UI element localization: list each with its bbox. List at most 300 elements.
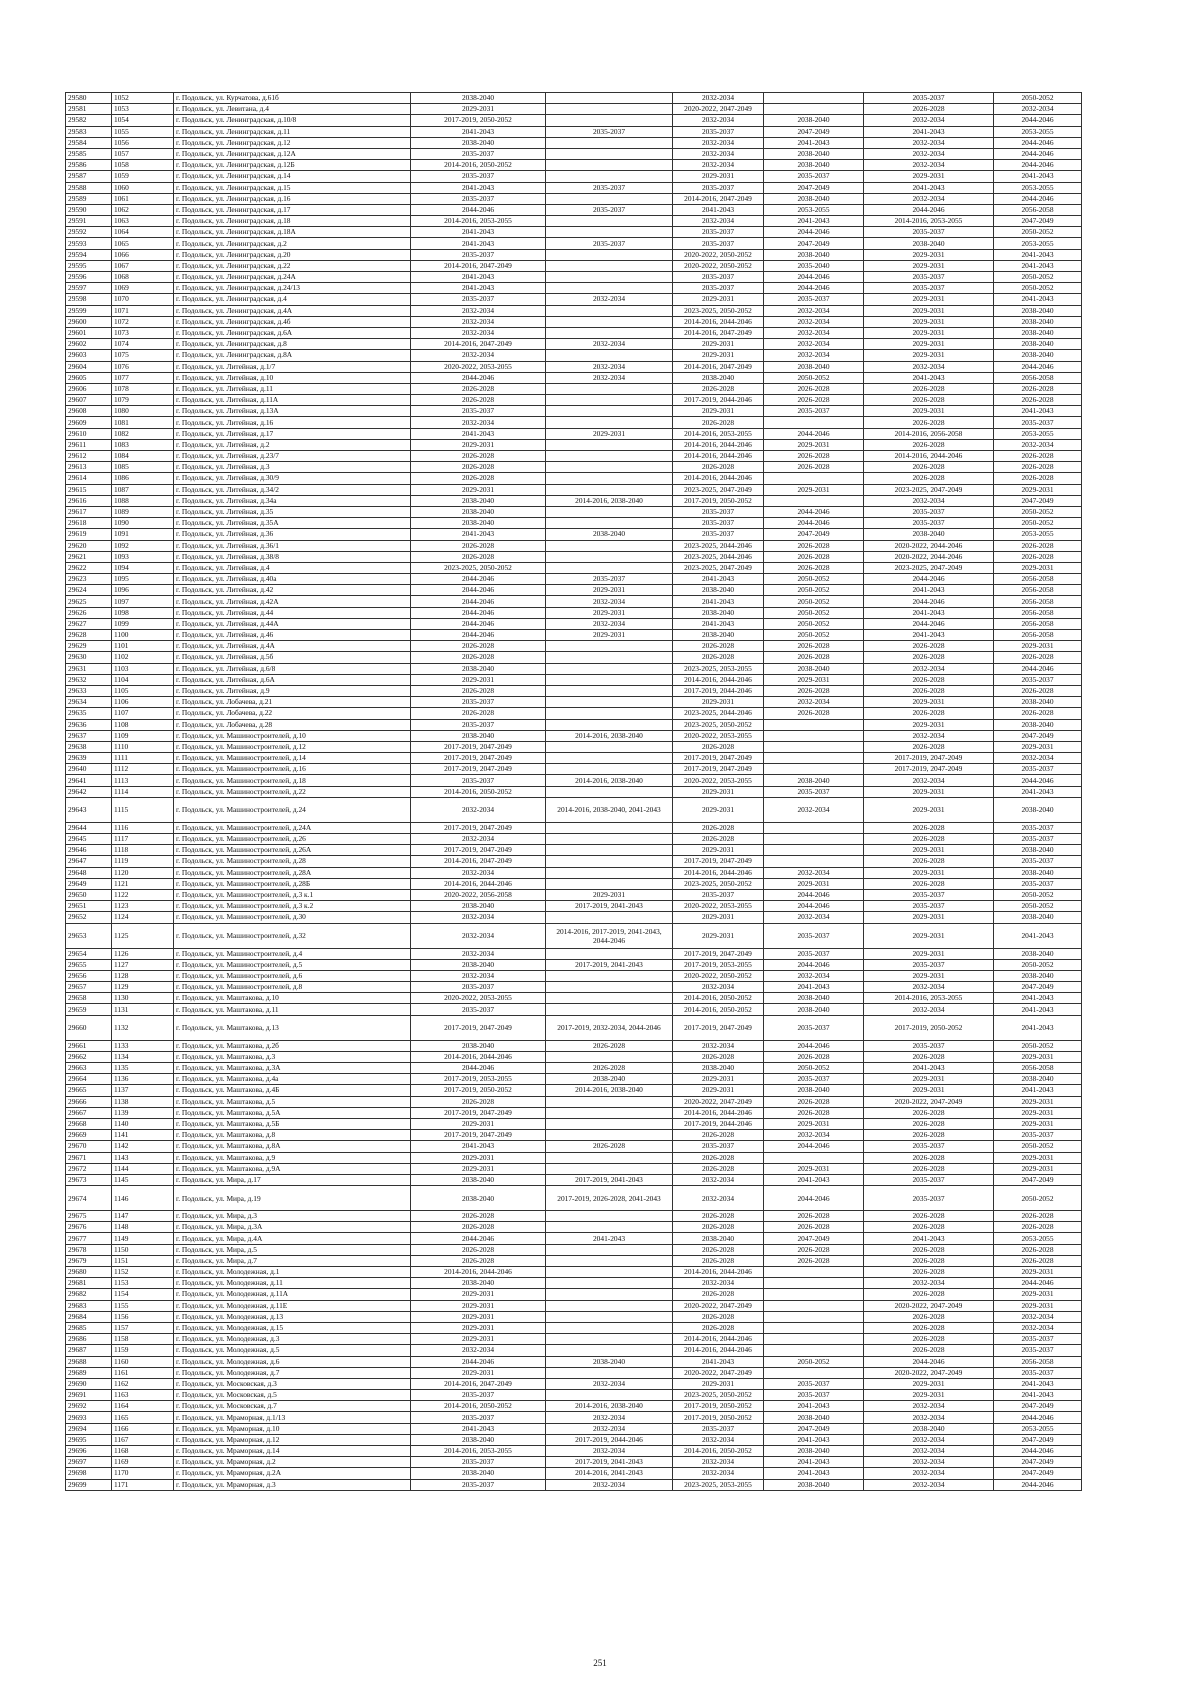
cell-period-d (764, 764, 864, 775)
table-row (66, 171, 1082, 182)
cell-period-e: 2029-2031 (864, 260, 994, 271)
cell-period-a: 2014-2016, 2053-2055 (411, 216, 546, 227)
cell-address: г. Подольск, ул. Литейная, д.4А (174, 641, 411, 652)
cell-address: г. Подольск, ул. Литейная, д.1/7 (174, 361, 411, 372)
cell-row-id: 29662 (66, 1051, 112, 1062)
table-row (66, 607, 1082, 618)
cell-period-d: 2050-2052 (764, 630, 864, 641)
cell-period-a: 2017-2019, 2047-2049 (411, 845, 546, 856)
cell-period-b (546, 1051, 673, 1062)
cell-period-c: 2026-2028 (673, 1051, 764, 1062)
cell-period-a: 2032-2034 (411, 948, 546, 959)
cell-entry-number: 1138 (112, 1096, 174, 1107)
cell-entry-number: 1134 (112, 1051, 174, 1062)
cell-period-c: 2035-2037 (673, 227, 764, 238)
table-row (66, 775, 1082, 786)
cell-period-f: 2044-2046 (994, 1412, 1082, 1423)
cell-period-e: 2035-2037 (864, 959, 994, 970)
cell-period-b (546, 350, 673, 361)
cell-row-id: 29666 (66, 1096, 112, 1107)
cell-entry-number: 1092 (112, 540, 174, 551)
cell-period-d (764, 93, 864, 104)
table-row (66, 361, 1082, 372)
cell-period-b (546, 912, 673, 923)
cell-period-f: 2044-2046 (994, 148, 1082, 159)
cell-entry-number: 1099 (112, 618, 174, 629)
cell-period-b (546, 439, 673, 450)
table-row (66, 227, 1082, 238)
cell-period-d (764, 1322, 864, 1333)
cell-period-b: 2014-2016, 2017-2019, 2041-2043, 2044-2046 (546, 923, 673, 948)
table-row (66, 1311, 1082, 1322)
cell-period-d: 2026-2028 (764, 1107, 864, 1118)
cell-period-a: 2014-2016, 2050-2052 (411, 1401, 546, 1412)
cell-period-e: 2035-2037 (864, 1174, 994, 1185)
table-row (66, 1378, 1082, 1389)
cell-period-a: 2038-2040 (411, 1434, 546, 1445)
cell-period-f: 2041-2043 (994, 1378, 1082, 1389)
cell-period-c: 2020-2022, 2047-2049 (673, 1367, 764, 1378)
cell-period-c: 2026-2028 (673, 652, 764, 663)
cell-period-b (546, 867, 673, 878)
cell-row-id: 29628 (66, 630, 112, 641)
cell-row-id: 29599 (66, 305, 112, 316)
cell-period-d: 2047-2049 (764, 126, 864, 137)
cell-period-c: 2014-2016, 2050-2052 (673, 1004, 764, 1015)
cell-entry-number: 1054 (112, 115, 174, 126)
table-row (66, 372, 1082, 383)
cell-row-id: 29639 (66, 753, 112, 764)
cell-period-e: 2017-2019, 2047-2049 (864, 764, 994, 775)
cell-period-a: 2032-2034 (411, 350, 546, 361)
cell-period-e: 2041-2043 (864, 585, 994, 596)
cell-period-c: 2029-2031 (673, 350, 764, 361)
cell-period-b (546, 786, 673, 797)
cell-period-c: 2014-2016, 2044-2046 (673, 1334, 764, 1345)
cell-row-id: 29602 (66, 339, 112, 350)
cell-period-b (546, 1390, 673, 1401)
cell-period-a: 2041-2043 (411, 428, 546, 439)
cell-entry-number: 1104 (112, 674, 174, 685)
table-row (66, 822, 1082, 833)
cell-period-f: 2056-2058 (994, 607, 1082, 618)
cell-period-d: 2035-2037 (764, 294, 864, 305)
cell-row-id: 29584 (66, 137, 112, 148)
cell-period-f: 2029-2031 (994, 1118, 1082, 1129)
cell-entry-number: 1096 (112, 585, 174, 596)
cell-period-d: 2032-2034 (764, 305, 864, 316)
cell-entry-number: 1148 (112, 1222, 174, 1233)
table-row (66, 1186, 1082, 1211)
cell-period-d: 2038-2040 (764, 249, 864, 260)
cell-period-b (546, 316, 673, 327)
cell-period-c: 2014-2016, 2044-2046 (673, 867, 764, 878)
cell-entry-number: 1063 (112, 216, 174, 227)
cell-address: г. Подольск, ул. Ленинградская, д.24А (174, 272, 411, 283)
cell-address: г. Подольск, ул. Ленинградская, д.22 (174, 260, 411, 271)
cell-period-a: 2038-2040 (411, 959, 546, 970)
cell-period-d: 2026-2028 (764, 641, 864, 652)
cell-address: г. Подольск, ул. Машиностроителей, д.16 (174, 764, 411, 775)
cell-row-id: 29663 (66, 1063, 112, 1074)
table-row (66, 104, 1082, 115)
cell-period-a: 2023-2025, 2050-2052 (411, 562, 546, 573)
table-row (66, 1412, 1082, 1423)
cell-row-id: 29627 (66, 618, 112, 629)
cell-period-d (764, 753, 864, 764)
cell-period-c: 2029-2031 (673, 912, 764, 923)
cell-period-f: 2047-2049 (994, 1401, 1082, 1412)
cell-period-e: 2026-2028 (864, 1211, 994, 1222)
cell-period-d: 2044-2046 (764, 227, 864, 238)
cell-row-id: 29597 (66, 283, 112, 294)
cell-period-e: 2029-2031 (864, 970, 994, 981)
table-row (66, 574, 1082, 585)
cell-period-f: 2035-2037 (994, 856, 1082, 867)
cell-period-f: 2044-2046 (994, 1446, 1082, 1457)
cell-entry-number: 1072 (112, 316, 174, 327)
cell-address: г. Подольск, ул. Московская, д.5 (174, 1390, 411, 1401)
cell-period-c: 2032-2034 (673, 1434, 764, 1445)
cell-period-e: 2020-2022, 2047-2049 (864, 1096, 994, 1107)
cell-period-d: 2050-2052 (764, 1356, 864, 1367)
cell-period-e: 2029-2031 (864, 797, 994, 822)
cell-period-c: 2014-2016, 2050-2052 (673, 993, 764, 1004)
cell-period-d: 2032-2034 (764, 797, 864, 822)
cell-period-e: 2029-2031 (864, 406, 994, 417)
cell-period-e: 2032-2034 (864, 137, 994, 148)
cell-period-e: 2026-2028 (864, 822, 994, 833)
cell-period-b (546, 540, 673, 551)
cell-period-f: 2026-2028 (994, 1211, 1082, 1222)
cell-row-id: 29679 (66, 1255, 112, 1266)
cell-period-e: 2026-2028 (864, 1289, 994, 1300)
cell-address: г. Подольск, ул. Молодежная, д.11 (174, 1278, 411, 1289)
cell-period-f: 2050-2052 (994, 518, 1082, 529)
cell-entry-number: 1161 (112, 1367, 174, 1378)
cell-period-e: 2035-2037 (864, 1186, 994, 1211)
cell-period-e: 2026-2028 (864, 1267, 994, 1278)
cell-period-b (546, 741, 673, 752)
cell-row-id: 29606 (66, 383, 112, 394)
cell-period-c: 2035-2037 (673, 506, 764, 517)
cell-row-id: 29598 (66, 294, 112, 305)
cell-entry-number: 1073 (112, 327, 174, 338)
cell-period-a: 2038-2040 (411, 518, 546, 529)
cell-row-id: 29678 (66, 1244, 112, 1255)
cell-period-d: 2026-2028 (764, 1096, 864, 1107)
cell-period-f: 2032-2034 (994, 104, 1082, 115)
cell-period-b (546, 948, 673, 959)
cell-entry-number: 1064 (112, 227, 174, 238)
cell-period-e: 2035-2037 (864, 1040, 994, 1051)
cell-period-f: 2050-2052 (994, 901, 1082, 912)
table-row (66, 316, 1082, 327)
cell-entry-number: 1123 (112, 901, 174, 912)
cell-period-a: 2035-2037 (411, 193, 546, 204)
cell-address: г. Подольск, ул. Ленинградская, д.4 (174, 294, 411, 305)
cell-row-id: 29620 (66, 540, 112, 551)
cell-period-e: 2035-2037 (864, 1141, 994, 1152)
cell-period-f: 2056-2058 (994, 372, 1082, 383)
cell-period-f: 2026-2028 (994, 462, 1082, 473)
cell-row-id: 29673 (66, 1174, 112, 1185)
cell-entry-number: 1137 (112, 1085, 174, 1096)
cell-period-d: 2026-2028 (764, 383, 864, 394)
cell-row-id: 29654 (66, 948, 112, 959)
table-row (66, 1457, 1082, 1468)
cell-address: г. Подольск, ул. Московская, д.3 (174, 1378, 411, 1389)
cell-period-e: 2029-2031 (864, 350, 994, 361)
cell-period-b (546, 753, 673, 764)
cell-period-c: 2017-2019, 2050-2052 (673, 495, 764, 506)
cell-period-d: 2050-2052 (764, 596, 864, 607)
cell-period-b (546, 845, 673, 856)
cell-period-e: 2026-2028 (864, 641, 994, 652)
cell-entry-number: 1082 (112, 428, 174, 439)
cell-period-a: 2026-2028 (411, 708, 546, 719)
cell-period-f: 2044-2046 (994, 1278, 1082, 1289)
cell-period-d: 2038-2040 (764, 160, 864, 171)
table-row (66, 674, 1082, 685)
cell-period-f: 2035-2037 (994, 674, 1082, 685)
cell-period-e: 2041-2043 (864, 372, 994, 383)
cell-period-f: 2041-2043 (994, 294, 1082, 305)
cell-period-c: 2038-2040 (673, 1063, 764, 1074)
cell-row-id: 29696 (66, 1446, 112, 1457)
cell-entry-number: 1100 (112, 630, 174, 641)
cell-address: г. Подольск, ул. Ленинградская, д.12Б (174, 160, 411, 171)
cell-period-a: 2029-2031 (411, 1152, 546, 1163)
table-row (66, 160, 1082, 171)
table-row (66, 1334, 1082, 1345)
cell-entry-number: 1168 (112, 1446, 174, 1457)
cell-period-c: 2020-2022, 2053-2055 (673, 730, 764, 741)
table-row (66, 238, 1082, 249)
cell-row-id: 29642 (66, 786, 112, 797)
cell-period-f: 2035-2037 (994, 1345, 1082, 1356)
table-row (66, 551, 1082, 562)
cell-period-f: 2035-2037 (994, 764, 1082, 775)
cell-period-c: 2017-2019, 2044-2046 (673, 395, 764, 406)
cell-period-e: 2032-2034 (864, 775, 994, 786)
cell-period-a: 2029-2031 (411, 1334, 546, 1345)
cell-period-a: 2029-2031 (411, 1300, 546, 1311)
cell-period-b (546, 970, 673, 981)
cell-row-id: 29631 (66, 663, 112, 674)
cell-period-f: 2044-2046 (994, 160, 1082, 171)
cell-period-c: 2035-2037 (673, 1423, 764, 1434)
cell-period-c: 2026-2028 (673, 641, 764, 652)
cell-period-f: 2044-2046 (994, 775, 1082, 786)
cell-period-d (764, 741, 864, 752)
cell-row-id: 29613 (66, 462, 112, 473)
cell-period-d: 2044-2046 (764, 901, 864, 912)
cell-period-b: 2017-2019, 2026-2028, 2041-2043 (546, 1186, 673, 1211)
cell-entry-number: 1089 (112, 506, 174, 517)
cell-period-a: 2035-2037 (411, 982, 546, 993)
cell-row-id: 29667 (66, 1107, 112, 1118)
cell-period-f: 2026-2028 (994, 473, 1082, 484)
cell-period-f: 2026-2028 (994, 685, 1082, 696)
cell-address: г. Подольск, ул. Лобачева, д.28 (174, 719, 411, 730)
cell-period-b (546, 1211, 673, 1222)
cell-address: г. Подольск, ул. Литейная, д.42А (174, 596, 411, 607)
cell-row-id: 29585 (66, 148, 112, 159)
cell-period-e: 2032-2034 (864, 1434, 994, 1445)
cell-period-c: 2026-2028 (673, 1211, 764, 1222)
cell-period-a: 2026-2028 (411, 540, 546, 551)
cell-row-id: 29661 (66, 1040, 112, 1051)
cell-period-c: 2038-2040 (673, 607, 764, 618)
cell-period-e: 2029-2031 (864, 1085, 994, 1096)
cell-period-a: 2014-2016, 2047-2049 (411, 260, 546, 271)
cell-period-b: 2035-2037 (546, 182, 673, 193)
cell-row-id: 29680 (66, 1267, 112, 1278)
cell-period-c: 2026-2028 (673, 1163, 764, 1174)
cell-period-f: 2035-2037 (994, 417, 1082, 428)
cell-entry-number: 1154 (112, 1289, 174, 1300)
cell-address: г. Подольск, ул. Молодежная, д.11А (174, 1289, 411, 1300)
cell-period-d: 2035-2037 (764, 171, 864, 182)
table-row (66, 1222, 1082, 1233)
cell-period-d: 2038-2040 (764, 1479, 864, 1490)
table-row (66, 1367, 1082, 1378)
cell-period-a: 2014-2016, 2053-2055 (411, 1446, 546, 1457)
cell-period-d: 2047-2049 (764, 529, 864, 540)
cell-period-a: 2026-2028 (411, 462, 546, 473)
table-row (66, 652, 1082, 663)
table-row (66, 1130, 1082, 1141)
cell-period-c: 2032-2034 (673, 1468, 764, 1479)
cell-entry-number: 1147 (112, 1211, 174, 1222)
table-row (66, 1096, 1082, 1107)
cell-period-e: 2032-2034 (864, 160, 994, 171)
cell-period-d: 2035-2037 (764, 786, 864, 797)
cell-period-d: 2026-2028 (764, 1051, 864, 1062)
cell-period-a: 2044-2046 (411, 630, 546, 641)
cell-period-b (546, 249, 673, 260)
cell-period-e: 2026-2028 (864, 1152, 994, 1163)
cell-period-d: 2035-2037 (764, 948, 864, 959)
cell-period-a: 2044-2046 (411, 1356, 546, 1367)
cell-period-a: 2014-2016, 2044-2046 (411, 1051, 546, 1062)
table-row (66, 1074, 1082, 1085)
cell-period-e: 2041-2043 (864, 630, 994, 641)
cell-period-e: 2026-2028 (864, 462, 994, 473)
cell-entry-number: 1110 (112, 741, 174, 752)
cell-row-id: 29644 (66, 822, 112, 833)
cell-address: г. Подольск, ул. Маштакова, д.5 (174, 1096, 411, 1107)
cell-address: г. Подольск, ул. Литейная, д.30/9 (174, 473, 411, 484)
cell-period-d: 2029-2031 (764, 878, 864, 889)
cell-period-c: 2032-2034 (673, 1186, 764, 1211)
cell-row-id: 29590 (66, 204, 112, 215)
cell-entry-number: 1101 (112, 641, 174, 652)
cell-row-id: 29651 (66, 901, 112, 912)
cell-address: г. Подольск, ул. Московская, д.7 (174, 1401, 411, 1412)
cell-period-f: 2038-2040 (994, 305, 1082, 316)
cell-period-c: 2041-2043 (673, 204, 764, 215)
cell-period-f: 2038-2040 (994, 719, 1082, 730)
cell-period-d (764, 1267, 864, 1278)
cell-period-c: 2026-2028 (673, 822, 764, 833)
cell-period-f: 2050-2052 (994, 1141, 1082, 1152)
cell-period-c: 2020-2022, 2050-2052 (673, 249, 764, 260)
cell-period-e: 2014-2016, 2053-2055 (864, 993, 994, 1004)
cell-address: г. Подольск, ул. Машиностроителей, д.24 (174, 797, 411, 822)
cell-period-a: 2017-2019, 2047-2049 (411, 741, 546, 752)
cell-period-b: 2017-2019, 2041-2043 (546, 901, 673, 912)
cell-period-d (764, 1345, 864, 1356)
cell-address: г. Подольск, ул. Машиностроителей, д.14 (174, 753, 411, 764)
table-row (66, 1479, 1082, 1490)
cell-row-id: 29609 (66, 417, 112, 428)
cell-period-e: 2026-2028 (864, 439, 994, 450)
cell-row-id: 29580 (66, 93, 112, 104)
cell-address: г. Подольск, ул. Мира, д.3А (174, 1222, 411, 1233)
cell-address: г. Подольск, ул. Машиностроителей, д.10 (174, 730, 411, 741)
cell-period-c: 2023-2025, 2053-2055 (673, 663, 764, 674)
cell-period-e: 2041-2043 (864, 182, 994, 193)
cell-row-id: 29586 (66, 160, 112, 171)
table-row (66, 1085, 1082, 1096)
cell-period-a: 2020-2022, 2056-2058 (411, 889, 546, 900)
cell-period-e: 2026-2028 (864, 383, 994, 394)
cell-period-a: 2038-2040 (411, 901, 546, 912)
cell-entry-number: 1139 (112, 1107, 174, 1118)
cell-row-id: 29625 (66, 596, 112, 607)
cell-period-c: 2029-2031 (673, 1074, 764, 1085)
cell-period-c: 2023-2025, 2044-2046 (673, 540, 764, 551)
cell-address: г. Подольск, ул. Молодежная, д.7 (174, 1367, 411, 1378)
cell-period-a: 2026-2028 (411, 383, 546, 394)
cell-period-a: 2032-2034 (411, 923, 546, 948)
cell-entry-number: 1121 (112, 878, 174, 889)
cell-entry-number: 1091 (112, 529, 174, 540)
cell-row-id: 29695 (66, 1434, 112, 1445)
cell-period-a: 2035-2037 (411, 294, 546, 305)
cell-period-b (546, 451, 673, 462)
cell-period-b (546, 1367, 673, 1378)
cell-period-c: 2035-2037 (673, 1141, 764, 1152)
cell-period-d: 2038-2040 (764, 775, 864, 786)
cell-period-b (546, 193, 673, 204)
cell-period-a: 2032-2034 (411, 797, 546, 822)
cell-row-id: 29629 (66, 641, 112, 652)
cell-entry-number: 1052 (112, 93, 174, 104)
cell-period-d (764, 1311, 864, 1322)
cell-period-d: 2032-2034 (764, 339, 864, 350)
cell-period-b: 2014-2016, 2038-2040, 2041-2043 (546, 797, 673, 822)
cell-row-id: 29689 (66, 1367, 112, 1378)
cell-address: г. Подольск, ул. Машиностроителей, д.12 (174, 741, 411, 752)
cell-entry-number: 1135 (112, 1063, 174, 1074)
cell-entry-number: 1143 (112, 1152, 174, 1163)
cell-period-e: 2026-2028 (864, 1163, 994, 1174)
cell-period-c: 2026-2028 (673, 741, 764, 752)
cell-period-f: 2053-2055 (994, 1233, 1082, 1244)
table-row (66, 126, 1082, 137)
table-row (66, 1468, 1082, 1479)
cell-period-d: 2044-2046 (764, 506, 864, 517)
cell-period-d (764, 719, 864, 730)
cell-period-e: 2035-2037 (864, 518, 994, 529)
cell-row-id: 29697 (66, 1457, 112, 1468)
cell-row-id: 29664 (66, 1074, 112, 1085)
cell-period-f: 2035-2037 (994, 878, 1082, 889)
cell-period-e: 2026-2028 (864, 856, 994, 867)
